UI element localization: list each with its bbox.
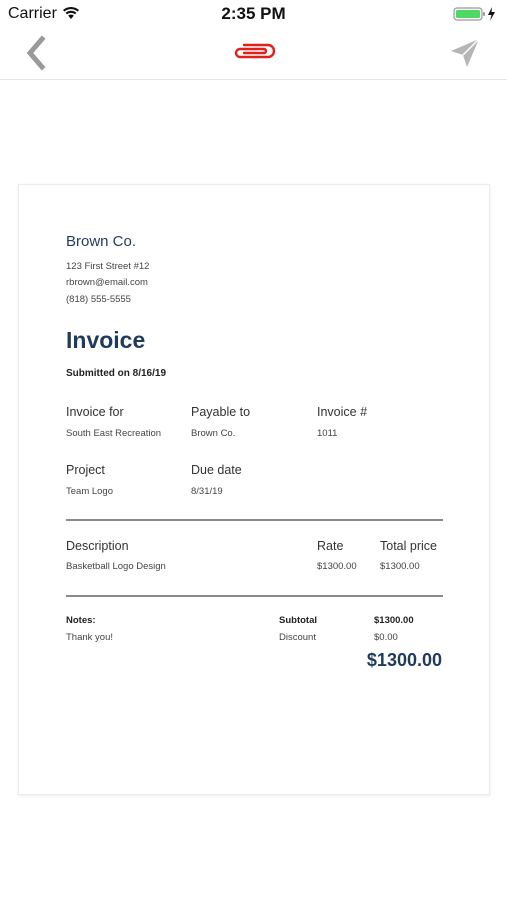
total-price-header: Total price: [380, 539, 437, 553]
send-button[interactable]: [449, 37, 483, 69]
back-button[interactable]: [20, 34, 54, 72]
invoice-card: [18, 184, 490, 795]
rate-header: Rate: [317, 539, 344, 553]
invoice-number-label: Invoice #: [317, 405, 368, 419]
company-phone: (818) 555-5555: [66, 294, 131, 305]
attachment-button[interactable]: [230, 41, 278, 63]
company-address: 123 First Street #12: [66, 261, 150, 272]
send-icon: [449, 56, 483, 73]
invoice-number-value: 1011: [317, 428, 338, 439]
due-date-value: 8/31/19: [191, 486, 223, 497]
paperclip-icon: [230, 50, 278, 67]
invoice-for-label: Invoice for: [66, 405, 124, 419]
invoice-title: Invoice: [66, 327, 146, 353]
discount-value: $0.00: [374, 632, 398, 643]
company-name: Brown Co.: [66, 233, 137, 250]
project-label: Project: [66, 463, 105, 477]
carrier-label: Carrier: [8, 5, 57, 22]
chevron-left-icon: [20, 59, 54, 76]
due-date-label: Due date: [191, 463, 242, 477]
discount-label: Discount: [279, 632, 316, 643]
subtotal-value: $1300.00: [374, 615, 414, 626]
status-time: 2:35 PM: [221, 4, 286, 23]
line-item-rate: $1300.00: [317, 561, 357, 572]
subtotal-label: Subtotal: [279, 615, 317, 626]
line-item-total: $1300.00: [380, 561, 420, 572]
invoice-for-value: South East Recreation: [66, 428, 162, 439]
status-bar: [0, 0, 507, 28]
notes-text: Thank you!: [66, 632, 113, 643]
navigation-bar: [0, 28, 507, 80]
project-value: Team Logo: [66, 486, 114, 497]
line-item-description: Basketball Logo Design: [66, 561, 166, 572]
payable-to-label: Payable to: [191, 405, 251, 419]
payable-to-value: Brown Co.: [191, 428, 236, 439]
company-email: rbrown@email.com: [66, 277, 148, 288]
divider: [66, 595, 443, 597]
description-header: Description: [66, 539, 129, 553]
notes-label: Notes:: [66, 615, 96, 626]
submitted-date: Submitted on 8/16/19: [66, 368, 167, 379]
divider: [66, 519, 443, 521]
battery-icon: [453, 6, 499, 27]
grand-total: $1300.00: [366, 650, 442, 670]
